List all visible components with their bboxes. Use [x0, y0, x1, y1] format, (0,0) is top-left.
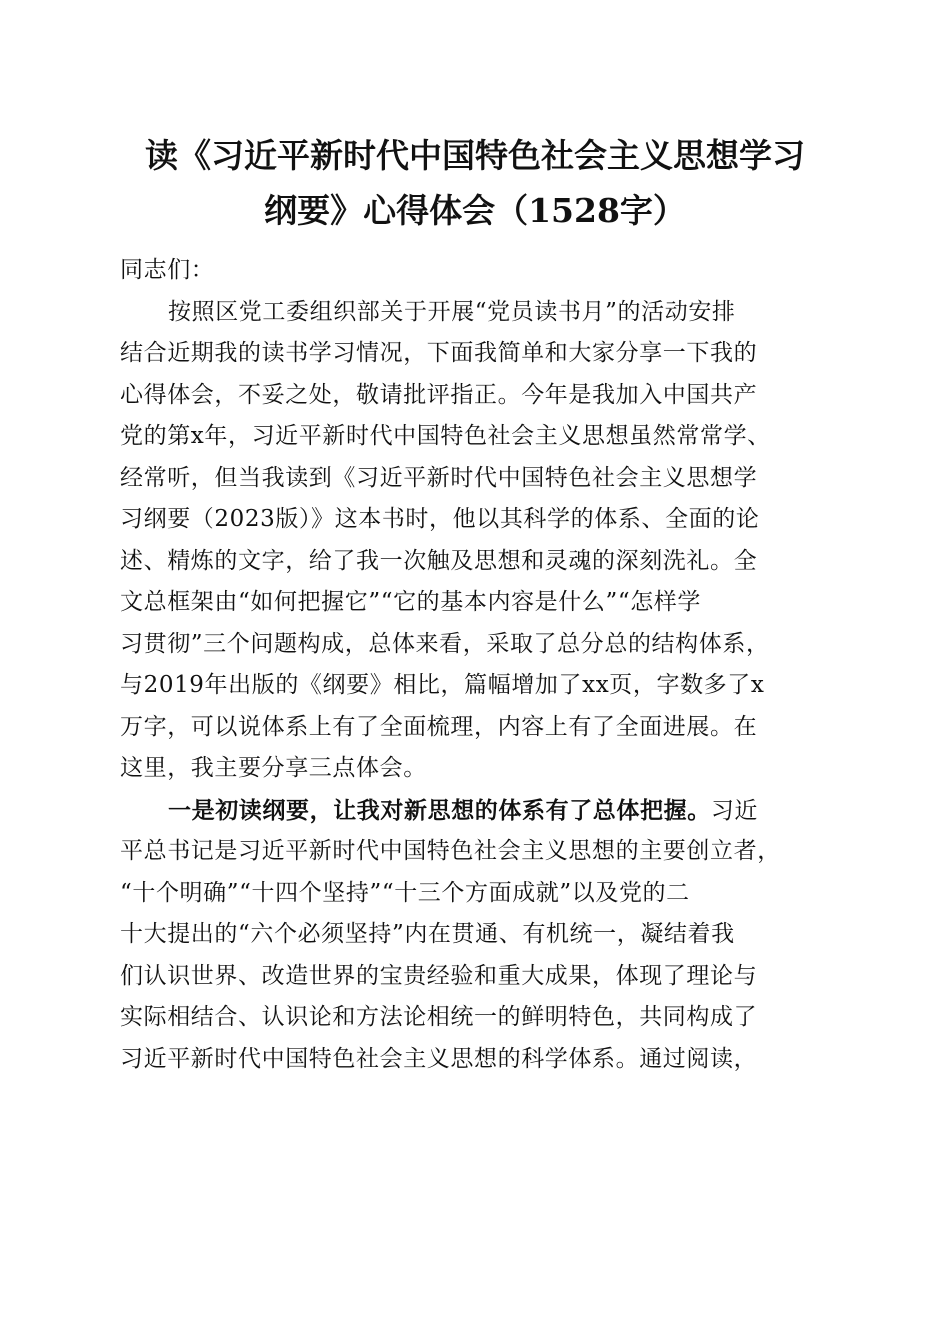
paragraph-1-line: 万字，可以说体系上有了全面梳理，内容上有了全面进展。在 — [120, 713, 758, 740]
greeting: 同志们： — [120, 257, 215, 283]
paragraph-1-line: 经常听，但当我读到《习近平新时代中国特色社会主义思想学 — [120, 464, 758, 491]
paragraph-1-line: 习贯彻”三个问题构成，总体来看，采取了总分总的结构体系， — [120, 630, 770, 657]
title-line-1: 读《习近平新时代中国特色社会主义思想学习 — [145, 136, 805, 175]
paragraph-2-first-line — [120, 790, 832, 832]
paragraph-2-heading: 一是初读纲要，让我对新思想的体系有了总体把握。 — [168, 796, 711, 824]
paragraph-2-line: “十个明确”“十四个坚持”“十三个方面成就”以及党的二 — [120, 879, 690, 906]
paragraph-1-line: 按照区党工委组织部关于开展“党员读书月”的活动安排 — [168, 298, 736, 325]
paragraph-2-line: 们认识世界、改造世界的宝贵经验和重大成果，体现了理论与 — [120, 962, 758, 989]
title-line-2: 纲要》心得体会（1528字） — [264, 191, 686, 230]
paragraph-1-line: 述、精炼的文字，给了我一次触及思想和灵魂的深刻洗礼。全 — [120, 547, 758, 574]
document-body — [120, 250, 832, 1080]
paragraph-2-line: 平总书记是习近平新时代中国特色社会主义思想的主要创立者， — [120, 838, 781, 864]
paragraph-2-first-rest: 习近 — [710, 797, 759, 824]
paragraph-1-line: 与2019年出版的《纲要》相比，篇幅增加了xx页，字数多了x — [120, 672, 765, 698]
paragraph-1-line: 文总框架由“如何把握它”“它的基本内容是什么”“怎样学 — [120, 589, 701, 615]
paragraph-1-line: 习纲要（2023版）》这本书时，他以其科学的体系、全面的论 — [120, 506, 760, 532]
paragraph-1-line: 这里，我主要分享三点体会。 — [120, 755, 427, 781]
paragraph-1 — [120, 292, 832, 790]
paragraph-2-line: 实际相结合、认识论和方法论相统一的鲜明特色，共同构成了 — [120, 1004, 758, 1030]
paragraph-2-line: 十大提出的“六个必须坚持”内在贯通、有机统一，凝结着我 — [120, 921, 735, 947]
paragraph-1-line: 党的第x年，习近平新时代中国特色社会主义思想虽然常常学、 — [120, 423, 771, 449]
paragraph-1-line: 心得体会，不妥之处，敬请批评指正。今年是我加入中国共产 — [120, 381, 758, 408]
paragraph-1-line: 结合近期我的读书学习情况，下面我简单和大家分享一下我的 — [120, 340, 758, 366]
paragraph-2 — [120, 790, 832, 1081]
paragraph-2-line: 习近平新时代中国特色社会主义思想的科学体系。通过阅读， — [120, 1045, 758, 1072]
document-title — [100, 128, 850, 238]
